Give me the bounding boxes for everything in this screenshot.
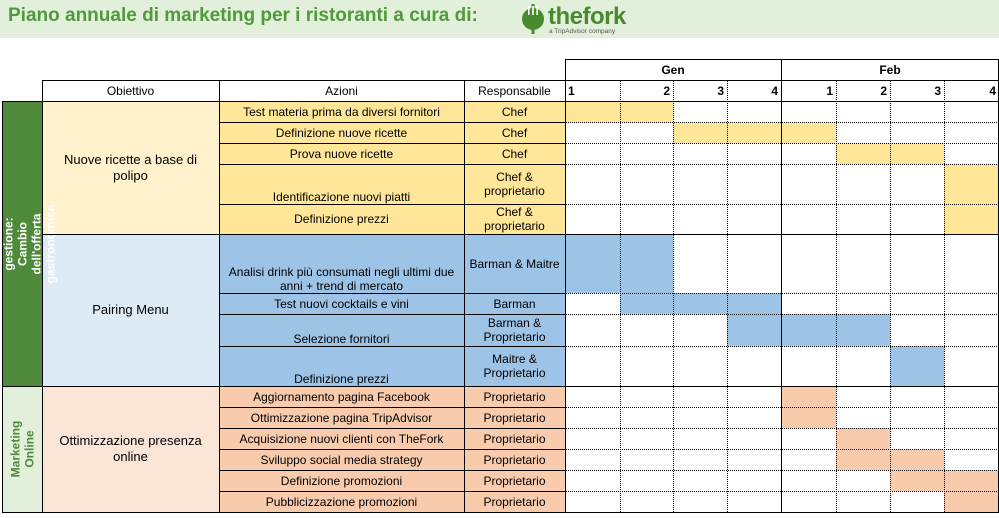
week-separator — [727, 80, 728, 512]
week-separator — [890, 80, 891, 512]
week-number: 4 — [771, 83, 778, 98]
action-cell: Definizione prezzi — [219, 346, 464, 386]
row-line — [219, 143, 565, 144]
column-separator — [565, 59, 566, 512]
gantt-bar — [836, 428, 890, 449]
week-number: 2 — [880, 83, 887, 98]
row-line — [565, 122, 999, 123]
page-title: Piano annuale di marketing per i ristoranti a cura di: — [8, 5, 478, 26]
owner-cell: Proprietario — [464, 386, 565, 407]
owner-cell: Chef & proprietario — [464, 204, 565, 234]
row-line — [565, 449, 999, 450]
action-cell: Test nuovi cocktails e vini — [219, 293, 464, 314]
fork-icon — [520, 2, 546, 36]
gantt-bar — [836, 143, 890, 164]
group-label-text: gestione: Cambio dell'offerta gastronomica — [1, 204, 58, 283]
gantt-bar — [836, 314, 890, 346]
owner-cell: Barman & Proprietario — [464, 314, 565, 346]
action-cell: Sviluppo social media strategy — [219, 449, 464, 470]
owner-cell: Proprietario — [464, 407, 565, 428]
gantt-bar — [781, 386, 836, 407]
objective-cell: Nuove ricette a base di polipo — [42, 101, 219, 234]
column-separator — [42, 80, 43, 512]
owner-cell: Barman & Maitre — [464, 234, 565, 293]
col-header-actions: Azioni — [325, 83, 358, 98]
row-line — [565, 346, 999, 347]
gantt-bar — [944, 491, 999, 512]
week-number: 3 — [717, 83, 724, 98]
gantt-bar — [727, 122, 781, 143]
gantt-bar — [727, 314, 781, 346]
month-header: Gen — [661, 62, 685, 77]
group-line — [2, 512, 999, 513]
column-separator — [464, 80, 465, 512]
logo-wordmark: thefork — [548, 3, 626, 30]
action-cell: Pubblicizzazione promozioni — [219, 491, 464, 512]
action-cell: Aggiornamento pagina Facebook — [219, 386, 464, 407]
row-line — [219, 449, 565, 450]
month-header: Feb — [879, 62, 901, 77]
owner-cell: Chef — [464, 122, 565, 143]
gantt-bar — [673, 122, 727, 143]
row-line — [565, 164, 999, 165]
col-header-owner: Responsabile — [478, 83, 551, 98]
row-line — [219, 204, 565, 205]
action-cell: Ottimizzazione pagina TripAdvisor — [219, 407, 464, 428]
owner-cell: Proprietario — [464, 449, 565, 470]
objective-cell: Pairing Menu — [42, 234, 219, 386]
gantt-bar — [944, 164, 999, 204]
action-cell: Definizione promozioni — [219, 470, 464, 491]
owner-cell: Barman — [464, 293, 565, 314]
row-line — [219, 122, 565, 123]
row-line — [219, 491, 565, 492]
row-line — [565, 470, 999, 471]
action-cell: Definizione nuove ricette — [219, 122, 464, 143]
logo-tagline: a TripAdvisor company — [549, 28, 616, 35]
owner-cell: Proprietario — [464, 470, 565, 491]
week-number: 3 — [934, 83, 941, 98]
week-separator — [944, 80, 945, 512]
gantt-bar — [890, 143, 944, 164]
objective-line — [42, 234, 999, 235]
objective-cell: Ottimizzazione presenza online — [42, 386, 219, 512]
row-line — [565, 293, 999, 294]
owner-cell: Chef & proprietario — [464, 164, 565, 204]
row-line — [219, 314, 565, 315]
week-separator — [673, 80, 674, 512]
gantt-bar — [565, 234, 620, 293]
owner-cell: Maitre & Proprietario — [464, 346, 565, 386]
row-line — [219, 164, 565, 165]
owner-cell: Chef — [464, 143, 565, 164]
header-line — [565, 59, 999, 60]
gantt-bar — [890, 470, 944, 491]
row-line — [219, 293, 565, 294]
row-line — [219, 470, 565, 471]
gantt-bar — [565, 101, 620, 122]
month-separator — [781, 59, 782, 512]
action-cell: Selezione fornitori — [219, 314, 464, 346]
gantt-bar — [836, 449, 890, 470]
row-line — [219, 407, 565, 408]
week-number: 1 — [568, 83, 575, 98]
gantt-bar — [781, 314, 836, 346]
row-line — [565, 314, 999, 315]
header-line — [42, 80, 999, 81]
col-header-objective: Obiettivo — [106, 83, 155, 98]
week-separator — [836, 80, 837, 512]
gantt-bar — [890, 346, 944, 386]
row-line — [219, 428, 565, 429]
action-cell: Definizione prezzi — [219, 204, 464, 234]
gantt-bar — [620, 101, 673, 122]
action-cell: Test materia prima da diversi fornitori — [219, 101, 464, 122]
row-line — [565, 143, 999, 144]
action-cell: Analisi drink più consumati negli ultimi due anni + trend di mercato — [219, 234, 464, 293]
column-separator — [219, 80, 220, 512]
group-label-text: Marketing Online — [8, 420, 36, 478]
gantt-bar — [781, 122, 836, 143]
owner-cell: Proprietario — [464, 428, 565, 449]
thefork-logo — [520, 2, 650, 38]
week-number: 1 — [826, 83, 833, 98]
row-line — [219, 346, 565, 347]
gantt-bar — [781, 407, 836, 428]
week-number: 2 — [663, 83, 670, 98]
owner-cell: Chef — [464, 101, 565, 122]
group-line — [2, 386, 999, 387]
group-line — [2, 101, 42, 102]
row-line — [565, 407, 999, 408]
action-cell: Identificazione nuovi piatti — [219, 164, 464, 204]
row-line — [565, 428, 999, 429]
owner-cell: Proprietario — [464, 491, 565, 512]
row-line — [565, 491, 999, 492]
gantt-bar — [673, 293, 727, 314]
title-banner — [0, 0, 999, 38]
row-line — [565, 204, 999, 205]
week-separator — [620, 80, 621, 512]
gantt-bar — [944, 204, 999, 234]
action-cell: Prova nuove ricette — [219, 143, 464, 164]
week-number: 4 — [989, 83, 996, 98]
gantt-bar — [727, 293, 781, 314]
gantt-bar — [890, 449, 944, 470]
header-line — [42, 101, 999, 102]
group-label — [1, 101, 58, 386]
action-cell: Acquisizione nuovi clienti con TheFork — [219, 428, 464, 449]
gantt-bar — [620, 234, 673, 293]
gantt-bar — [944, 470, 999, 491]
group-label — [2, 386, 42, 512]
gantt-bar — [620, 293, 673, 314]
column-separator — [2, 101, 3, 512]
